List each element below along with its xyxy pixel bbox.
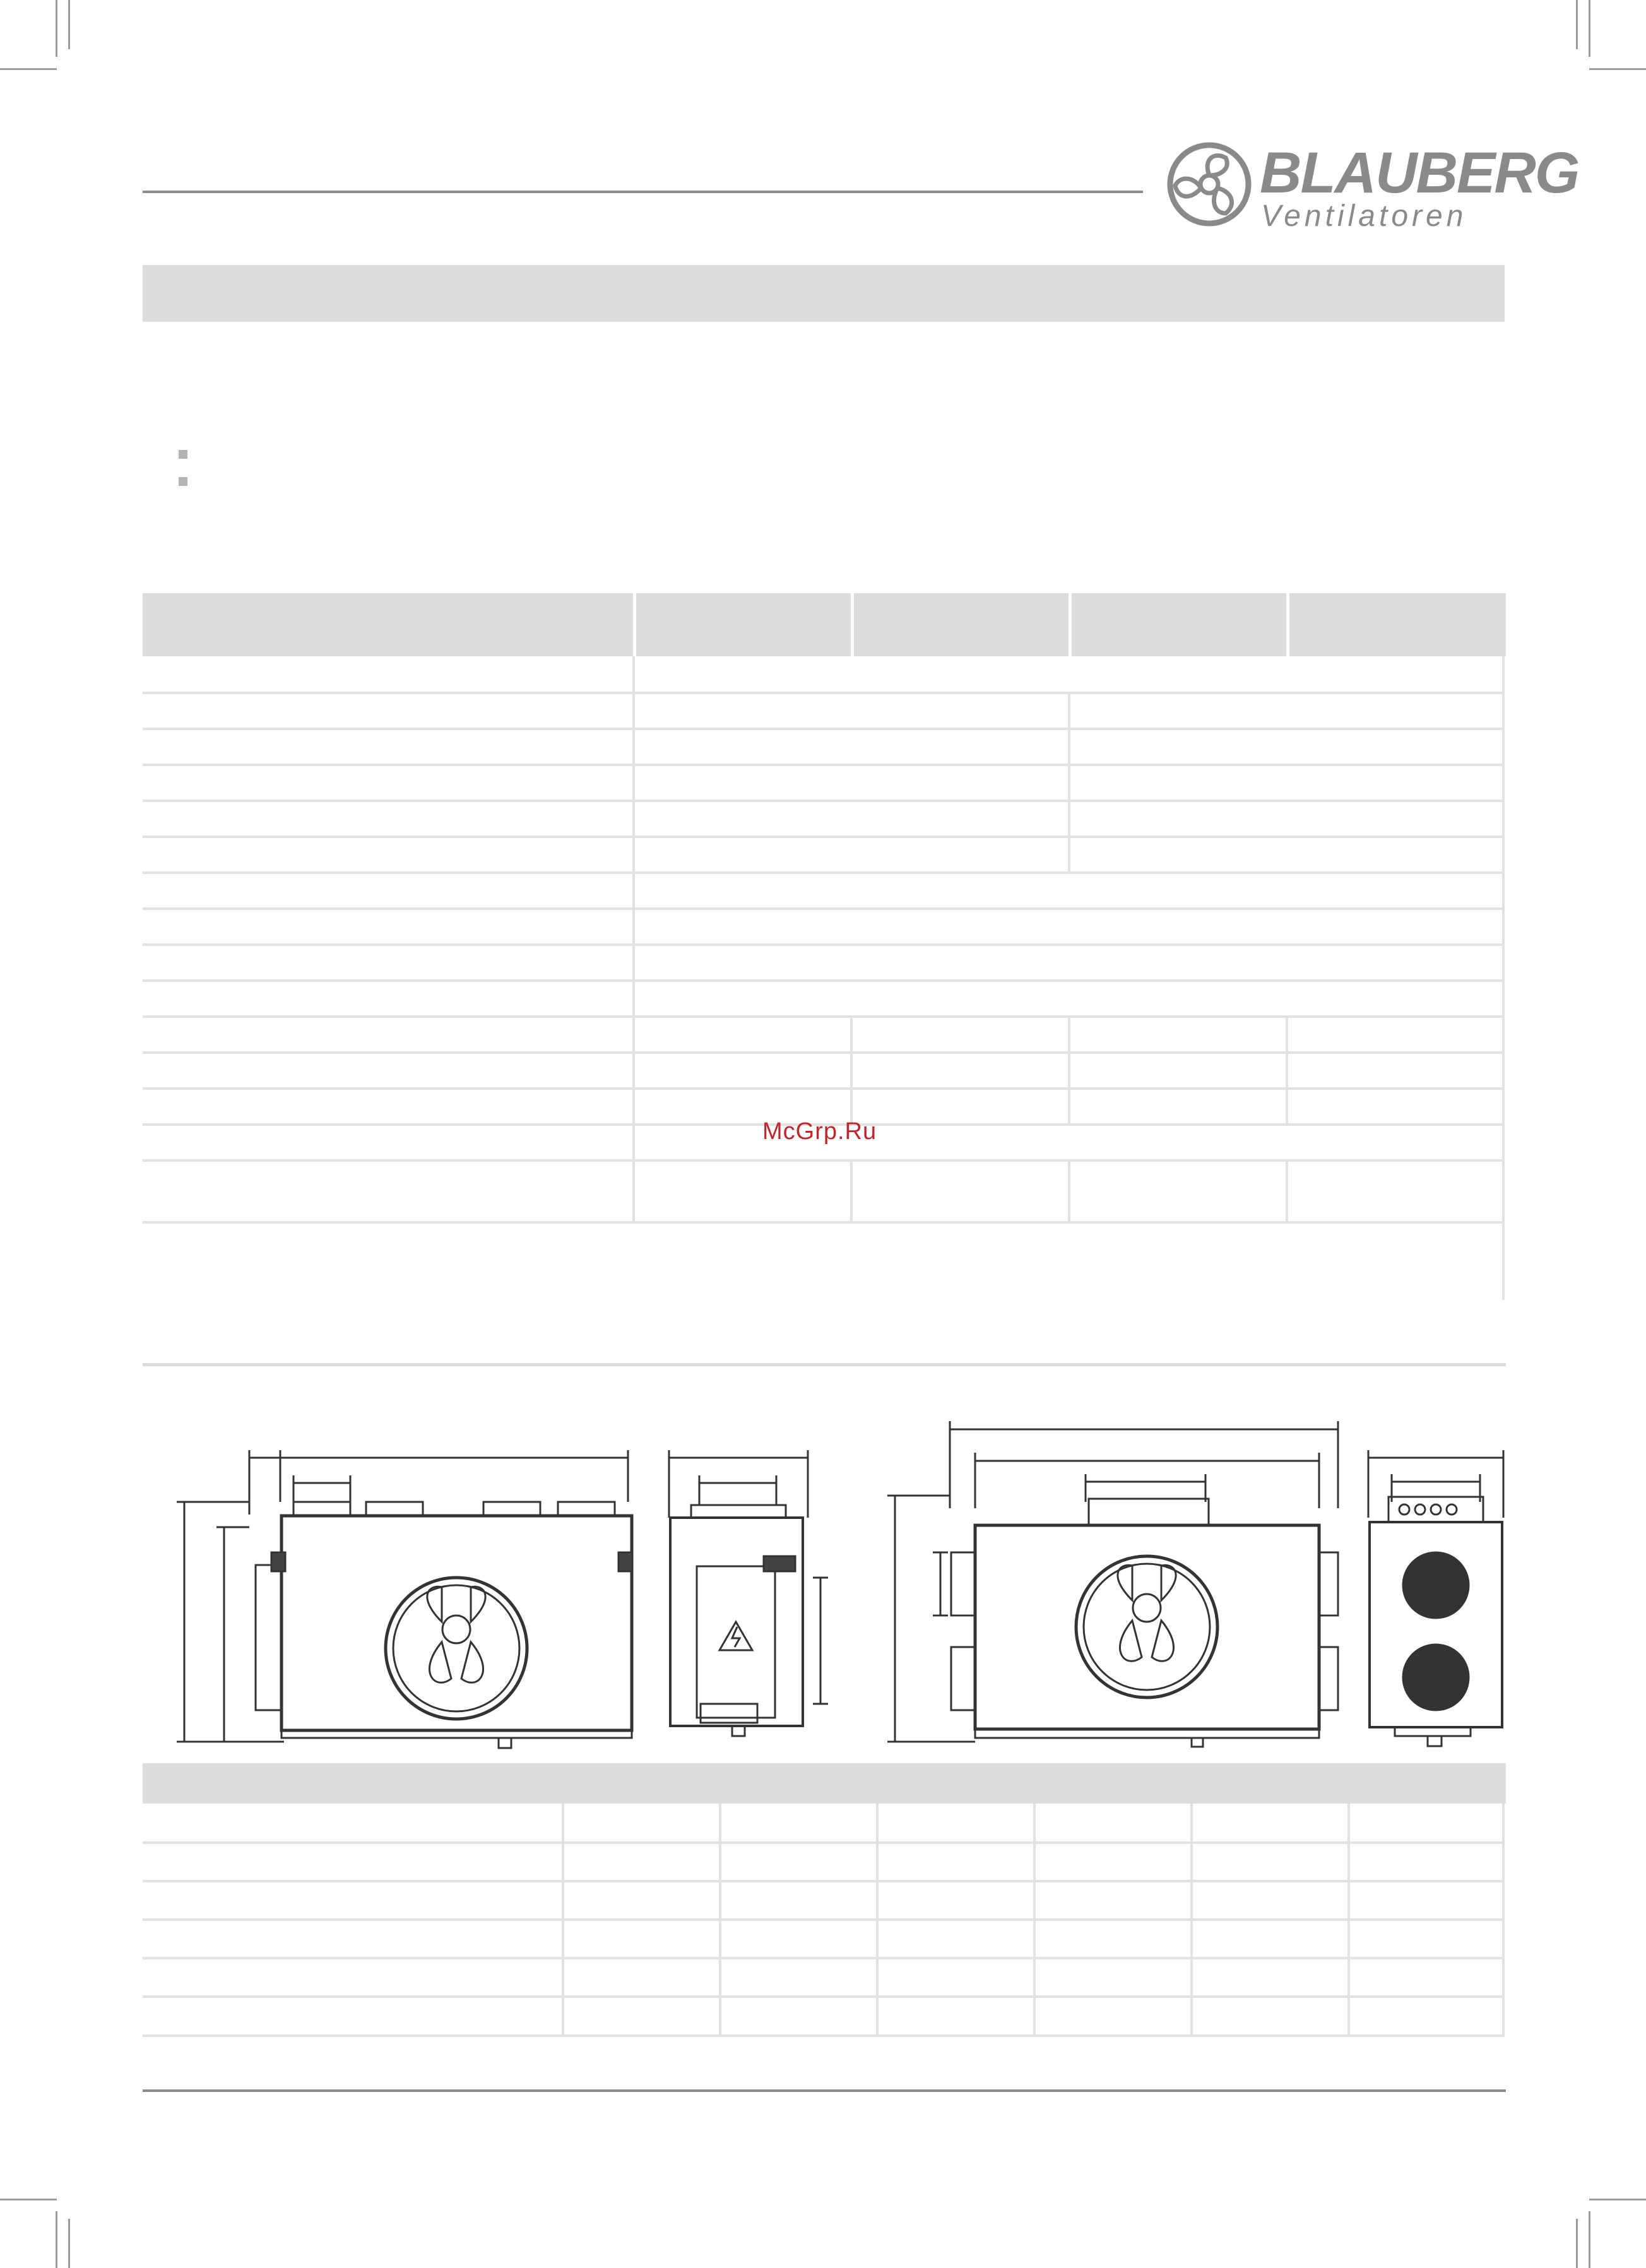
table-row bbox=[143, 836, 1503, 838]
column-divider bbox=[876, 1804, 879, 2037]
column-divider bbox=[1068, 1159, 1070, 1221]
table-row bbox=[143, 728, 1503, 730]
section-title-band bbox=[143, 265, 1505, 322]
specs-header-divider bbox=[633, 593, 636, 656]
column-divider bbox=[1502, 1804, 1505, 2037]
specs-header-divider bbox=[1069, 593, 1072, 656]
column-divider bbox=[1347, 1804, 1350, 2037]
footer-rule bbox=[143, 2089, 1506, 2092]
table-row bbox=[143, 1051, 1503, 1054]
table-row bbox=[143, 692, 1503, 694]
drawing-front-view-2 bbox=[887, 1421, 1338, 1747]
table-row bbox=[143, 943, 1503, 946]
drawing-front-view-1 bbox=[177, 1450, 632, 1748]
section-separator bbox=[143, 1363, 1506, 1366]
column-divider bbox=[1033, 1804, 1036, 2037]
specs-header-divider bbox=[851, 593, 854, 656]
drawing-side-view-2 bbox=[1368, 1450, 1503, 1746]
table-row bbox=[143, 1015, 1503, 1018]
column-divider bbox=[562, 1804, 564, 2037]
column-divider bbox=[1068, 1015, 1070, 1123]
table-row bbox=[143, 871, 1503, 874]
brand-tagline: Ventilatoren bbox=[1261, 199, 1467, 233]
column-divider bbox=[1190, 1804, 1193, 2037]
table-row bbox=[143, 800, 1503, 802]
table-row bbox=[143, 1918, 1503, 1921]
table-row bbox=[143, 1221, 1503, 1224]
watermark: McGrp.Ru bbox=[762, 1118, 877, 1145]
specs-header-divider bbox=[1286, 593, 1289, 656]
column-divider bbox=[1068, 692, 1070, 871]
list-bullet bbox=[179, 450, 187, 459]
specs-table bbox=[143, 593, 1506, 1300]
column-divider bbox=[1502, 656, 1505, 1300]
column-divider bbox=[1286, 1015, 1288, 1123]
specs-table-header bbox=[143, 593, 1506, 656]
table-row bbox=[143, 979, 1503, 982]
dimensions-table-header bbox=[143, 1763, 1506, 1804]
table-row bbox=[143, 2035, 1503, 2037]
list-bullet bbox=[179, 477, 187, 486]
table-row bbox=[143, 1957, 1503, 1959]
column-divider bbox=[850, 1015, 853, 1123]
fan-logo-icon bbox=[1165, 140, 1253, 228]
drawing-side-view-1 bbox=[669, 1450, 828, 1736]
table-row bbox=[143, 1841, 1503, 1844]
column-divider bbox=[632, 656, 635, 1221]
column-divider bbox=[1286, 1159, 1288, 1221]
table-row bbox=[143, 1995, 1503, 1998]
brand-name: BLAUBERG bbox=[1260, 141, 1579, 205]
dimension-drawings bbox=[0, 1407, 1646, 1761]
column-divider bbox=[719, 1804, 721, 2037]
table-row bbox=[143, 1880, 1503, 1882]
table-row bbox=[143, 1087, 1503, 1090]
brand-logo bbox=[1165, 140, 1579, 235]
table-row bbox=[143, 764, 1503, 766]
header-rule bbox=[143, 191, 1143, 193]
table-row bbox=[143, 907, 1503, 910]
dimensions-table bbox=[143, 1763, 1506, 2038]
column-divider bbox=[850, 1159, 853, 1221]
table-row bbox=[143, 1159, 1503, 1162]
